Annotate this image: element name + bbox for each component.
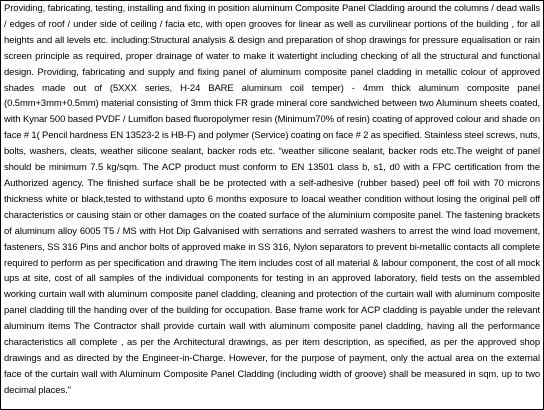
specification-paragraph: Providing, fabricating, testing, installing and fixing in position aluminum Composite Panel Cladding around the columns / dead walls / edges of roof / under side of ceiling / facia etc, with open grooves for linear as well as curvilinear portions of the building , for all heights and all levels etc. including:Structural analysis & design and preparation of shop drawings for pressure equalisation or rain screen principle as required, proper drainage of water to make it watertight including checking of all the structural and functional design. Providing, fabricating and supply and fixing panel of aluminum composite panel cladding in metallic colour of approved shades made out of (5XXX series, H-24 BARE aluminum coil temper) - 4mm thick aluminum composite panel (0.5mm+3mm+0.5mm) material consisting of 3mm thick FR grade mineral core sandwiched between two Aluminum sheets coated, with Kynar 500 based PVDF / Lumiflon based fluoropolymer resin (Minimum70% of resin) coating of approved colour and shade on face # 1( Pencil hardness EN 13523-2 is HB-F) and polymer (Service) coating on face # 2 as specified. Stainless steel screws, nuts, bolts, washers, cleats, weather silicone sealant, backer rods etc. “weather silicone sealant, backer rods etc.The weight of panel should be minimum 7.5 kg/sqm. The ACP product must conform to EN 13501 class b, s1, d0 with a FPC certification from the Authorized agency. The finished surface shall be be protected with a self-adhesive (rubber based) peel off foil with 70 microns thickness white or black,tested to withstand upto 6 months exposure to loacal weather condition without losing the original pell off characteristics or causing stain or other damages on the coated surface of the aluminium composite panel. The fastening brackets of aluminum alloy 6005 T5 / MS with Hot Dip Galvanised with serrations and serrated washers to arrest the wind load movement, fasteners, SS 316 Pins and anchor bolts of approved make in SS 316, Nylon separators to prevent bi-metallic contacts all complete required to perform as per specification and drawing The item includes cost of all material & labour component, the cost of all mock ups at site, cost of all samples of the individual components for testing in an approved laboratory, field tests on the assembled working curtain wall with aluminum composite panel cladding, cleaning and protection of the curtain wall with aluminum composite panel cladding till the handing over of the building for occupation. Base frame work for ACP cladding is payable under the relevant aluminum items The Contractor shall provide curtain wall with aluminum composite panel cladding, having all the performance characteristics all complete , as per the Architectural drawings, as per item description, as specified, as per the approved shop drawings and as directed by the Engineer-in-Charge. However, for the purpose of payment, only the actual area on the external face of the curtain wall with Aluminum Composite Panel Cladding (including width of groove) shall be measured in sqm. up to two decimal places."	[4, 3, 540, 396]
